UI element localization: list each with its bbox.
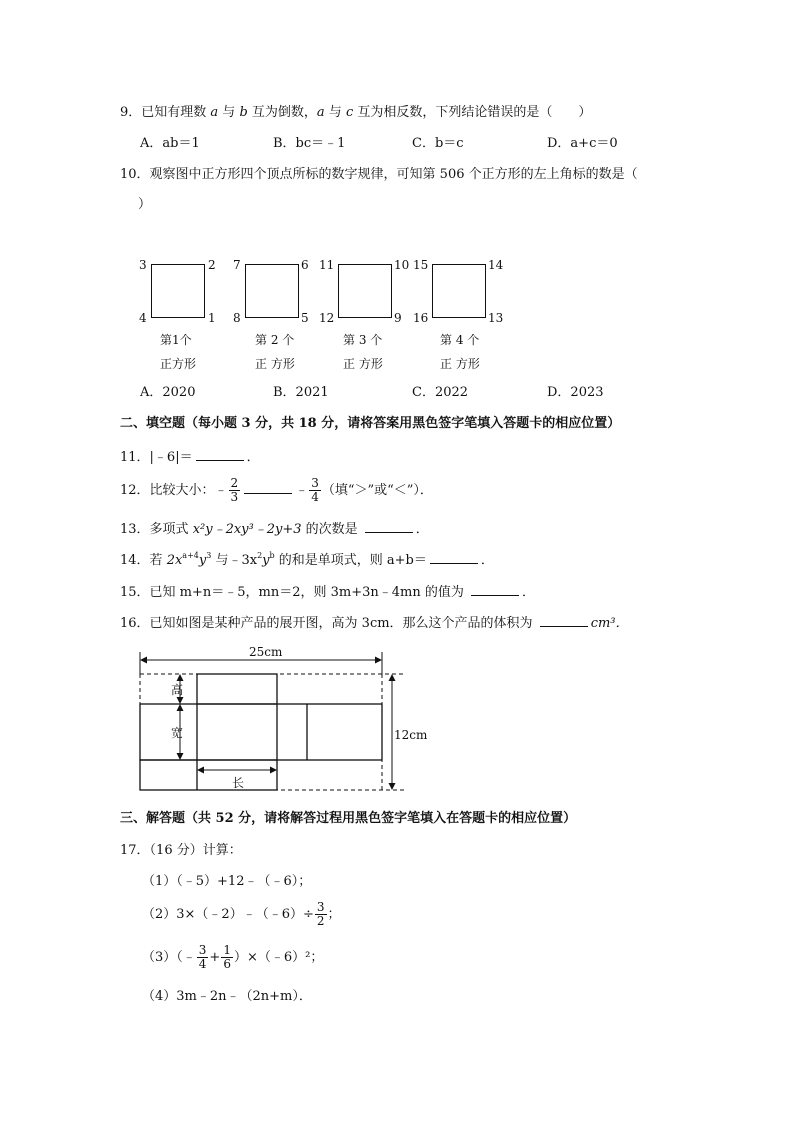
q9-option-d: D．a+c＝0 [547,136,618,151]
q17-part-2: （2）3×（﹣2）﹣（﹣6）÷ $\frac{3}{2}$ ； [142,900,341,928]
answer-blank [244,481,292,494]
answer-blank [471,583,519,596]
net-height-label: 12cm [394,728,428,742]
q10-option-b: B．2021 [273,385,329,400]
corner-label: 9 [394,311,402,325]
q17-title: 17．（16 分）计算： [120,843,242,858]
answer-blank [430,551,478,564]
q17-part-1: （1）（﹣5）+12﹣（﹣6）； [142,874,312,889]
square-caption: 正 方形 [440,357,480,371]
corner-label: 3 [139,258,147,272]
square-caption: 正方形 [160,357,197,371]
q14: 14．若 $2x^{a+4}y^3$ 与$﹣3x^2y^b$ 的和是单项式，则 a+b＝ ． [120,551,494,568]
answer-blank [196,448,244,461]
corner-label: 16 [413,311,429,325]
corner-label: 1 [208,311,216,325]
net-chang-label: 长 [232,776,245,790]
net-gao-label: 高 [171,683,184,697]
q10-option-a: A．2020 [140,385,196,400]
corner-label: 2 [208,258,216,272]
fraction: $\frac{2}{3}$ [230,476,239,504]
fraction: $\frac{3}{4}$ [311,476,319,504]
q12: 12．比较大小：﹣ $\frac{2}{3}$ ﹣ $\frac{3}{4}$ （填“＞”或“＜”）． [120,476,433,504]
square-3 [338,264,392,318]
corner-label: 12 [319,311,335,325]
square-1 [151,264,205,318]
q10-stem-end: ） [138,197,152,212]
q13: 13．多项式 x²y﹣2xy³﹣2y+3 的次数是 ． [120,522,429,537]
q10-option-c: C．2022 [412,385,469,400]
fraction: $\frac{1}{6}$ [223,943,231,971]
q9-stem: 9．已知有理数 a 与 b 互为倒数，a 与 c 互为相反数，下列结论错误的是（ ） [120,105,592,120]
square-caption: 正 方形 [343,357,383,371]
q15: 15．已知 m+n＝﹣5，mn＝2，则 3m+3n﹣4mn 的值为 ． [120,585,536,600]
square-caption: 第1个 [160,333,192,347]
corner-label: 13 [488,311,504,325]
corner-label: 5 [301,311,309,325]
corner-label: 8 [233,311,241,325]
q10-stem: 10．观察图中正方形四个顶点所标的数字规律，可知第 506 个正方形的左上角标的数是（ [120,167,638,182]
q10-option-d: D．2023 [547,385,604,400]
square-caption: 第 3 个 [343,333,383,347]
corner-label: 11 [319,258,335,272]
product-net-diagram [130,640,450,800]
square-4 [432,264,486,318]
q11: 11．|﹣6|＝ ． [120,450,260,465]
net-width-label: 25cm [249,645,283,659]
q9-option-b: B．bc＝﹣1 [273,136,346,151]
q9-option-c: C．b＝c [412,136,464,151]
section-2-heading: 二、填空题（每小题 3 分，共 18 分，请将答案用黑色签字笔填入答题卡的相应位置） [120,416,621,431]
corner-label: 4 [139,311,147,325]
section-3-heading: 三、解答题（共 52 分，请将解答过程用黑色签字笔填入在答题卡的相应位置） [120,811,577,826]
square-caption: 第 4 个 [440,333,480,347]
square-2 [245,264,299,318]
fraction: $\frac{3}{4}$ [198,943,207,971]
answer-blank [365,520,413,533]
corner-label: 15 [413,258,429,272]
fraction: $\frac{3}{2}$ [316,900,325,928]
net-kuan-label: 宽 [171,726,184,740]
corner-label: 10 [394,258,410,272]
square-caption: 正 方形 [255,357,295,371]
answer-blank [540,614,588,627]
q9-option-a: A．ab＝1 [140,136,200,151]
corner-label: 7 [233,258,241,272]
q17-part-4: （4）3m﹣2n﹣（2n+m）． [142,989,312,1004]
corner-label: 6 [301,258,309,272]
corner-label: 14 [488,258,504,272]
q16: 16．已知如图是某种产品的展开图，高为 3cm．那么这个产品的体积为 cm³． [120,616,629,631]
q17-part-3: （3）（﹣ $\frac{3}{4}$ + $\frac{1}{6}$ ）×（﹣6）²； [142,943,324,971]
square-caption: 第 2 个 [255,333,295,347]
